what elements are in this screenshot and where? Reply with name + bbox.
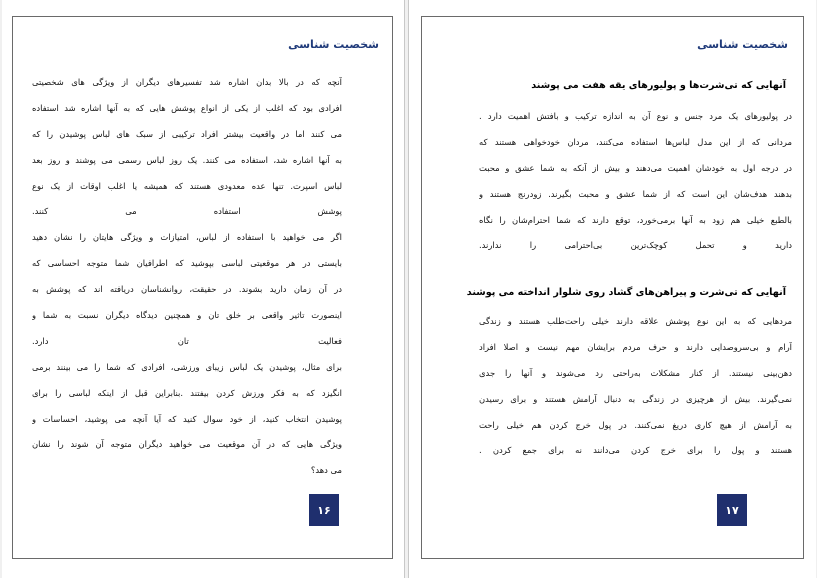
text-line: دارید و تحمل کوچک‌ترین بی‌احترامی را ندارند. xyxy=(479,240,792,251)
body-text xyxy=(479,104,792,259)
page-number: ۱۷ xyxy=(717,494,747,526)
text-line: مردهایی که به این نوع پوشش علاقه دارند خیلی راحت‌طلب هستند و زندگی xyxy=(479,316,792,326)
text-line: بدهند هدف‌شان این است که از شما عشق و محبت بگیرند. زودرنج هستند و xyxy=(479,188,792,199)
text-line: پوشش استفاده می کنند. xyxy=(32,206,342,217)
page-left xyxy=(2,0,405,578)
body-text xyxy=(32,70,342,484)
text-line: افرادی بود که اغلب از یکی از انواع پوشش هایی که به آنها اشاره شد استفاده xyxy=(32,102,342,113)
text-line: ویژگی هایی که در آن موقعیت می خواهید دیگران متوجه آن شوند را نشان xyxy=(32,439,342,450)
text-line: انگیزد که به فکر ورزش کردن بیفتند .بنابراین قبل از اینکه لباسی را برای xyxy=(32,387,342,398)
text-line: در آن زمان دارید بشوند. در حقیقت، روانشناسان دریافته اند که پوشش به xyxy=(32,284,342,295)
text-line: مردانی که از این مدل لباس‌ها استفاده می‌کنند، مردان خودخواهی هستند که xyxy=(479,136,792,147)
section-heading: آنهایی که تی‌شرت و پیراهن‌های گشاد روی شلوار انداخته می پوشند xyxy=(466,287,786,298)
text-line: دهن‌بینی نیستند. از کنار مشکلات به‌راحتی رد می‌شوند و آنها را جدی xyxy=(479,367,792,378)
text-line: برای مثال، پوشیدن یک لباس زیبای ورزشی، افرادی که شما را می بینند برمی xyxy=(32,361,342,372)
text-line: هستند و پول را برای خرج کردن می‌دانند نه برای جمع کردن . xyxy=(479,445,792,456)
page-right xyxy=(408,0,816,578)
page-number: ۱۶ xyxy=(309,494,339,526)
text-line: آنچه که در بالا بدان اشاره شد تفسیرهای دیگران از ویژگی های شخصیتی xyxy=(32,77,342,87)
text-line: فعالیت تان دارد. xyxy=(32,335,342,346)
section-heading: آنهایی که تی‌شرت‌ها و پولیورهای یقه هفت می پوشند xyxy=(531,80,786,91)
text-line: بایستی در هر موقعیتی لباسی بپوشید که اطرافیان شما متوجه احساسی که xyxy=(32,258,342,269)
body-text xyxy=(479,309,792,464)
text-line: نمی‌گیرند. بیش از هرچیزی در زندگی به دنبال آرامش هستند و برای رسیدن xyxy=(479,393,792,404)
text-line: پوشیدن انتخاب کنید، از خود سوال کنید که آیا آنچه می پوشید، احساسات و xyxy=(32,413,342,424)
text-line: به آنها اشاره شد، استفاده می کنند. یک روز لباس رسمی می پوشند و روز بعد xyxy=(32,154,342,165)
text-line: در درجه اول به خودشان اهمیت می‌دهند و بیش از آنکه به شما عشق و محبت xyxy=(479,162,792,173)
page-title: شخصیت شناسی xyxy=(697,38,788,51)
text-line: می دهد؟ xyxy=(310,465,342,476)
text-line: لباس اسپرت. تنها عده معدودی هستند که همیشه یا اغلب اوقات از یک نوع xyxy=(32,180,342,191)
text-line: آرام و بی‌سروصدایی دارند و حرف مردم برایشان مهم نیست و اصلا افراد xyxy=(479,341,792,352)
text-line: اینصورت تاثیر واقعی بر خلق تان و همچنین دیدگاه دیگران نسبت به شما و xyxy=(32,310,342,321)
text-line: اگر می خواهید با استفاده از لباس، امتیازات و ویژگی هایتان را نشان دهید xyxy=(32,232,342,243)
page-title: شخصیت شناسی xyxy=(288,38,379,51)
text-line: به آرامش از هیچ کاری دریغ نمی‌کنند. در پول خرج کردن هم خیلی راحت xyxy=(479,419,792,430)
text-line: در پولیورهای یک مرد جنس و نوع آن به اندازه ترکیب و بافتش اهمیت دارد . xyxy=(479,111,792,121)
text-line: می کنند اما در واقعیت بیشتر افراد ترکیبی از سبک های لباس پوشیدن را که xyxy=(32,128,342,139)
text-line: بالطبع خیلی هم زود به آنها برمی‌خورد، توقع دارند که شما احترام‌شان را نگاه xyxy=(479,214,792,225)
